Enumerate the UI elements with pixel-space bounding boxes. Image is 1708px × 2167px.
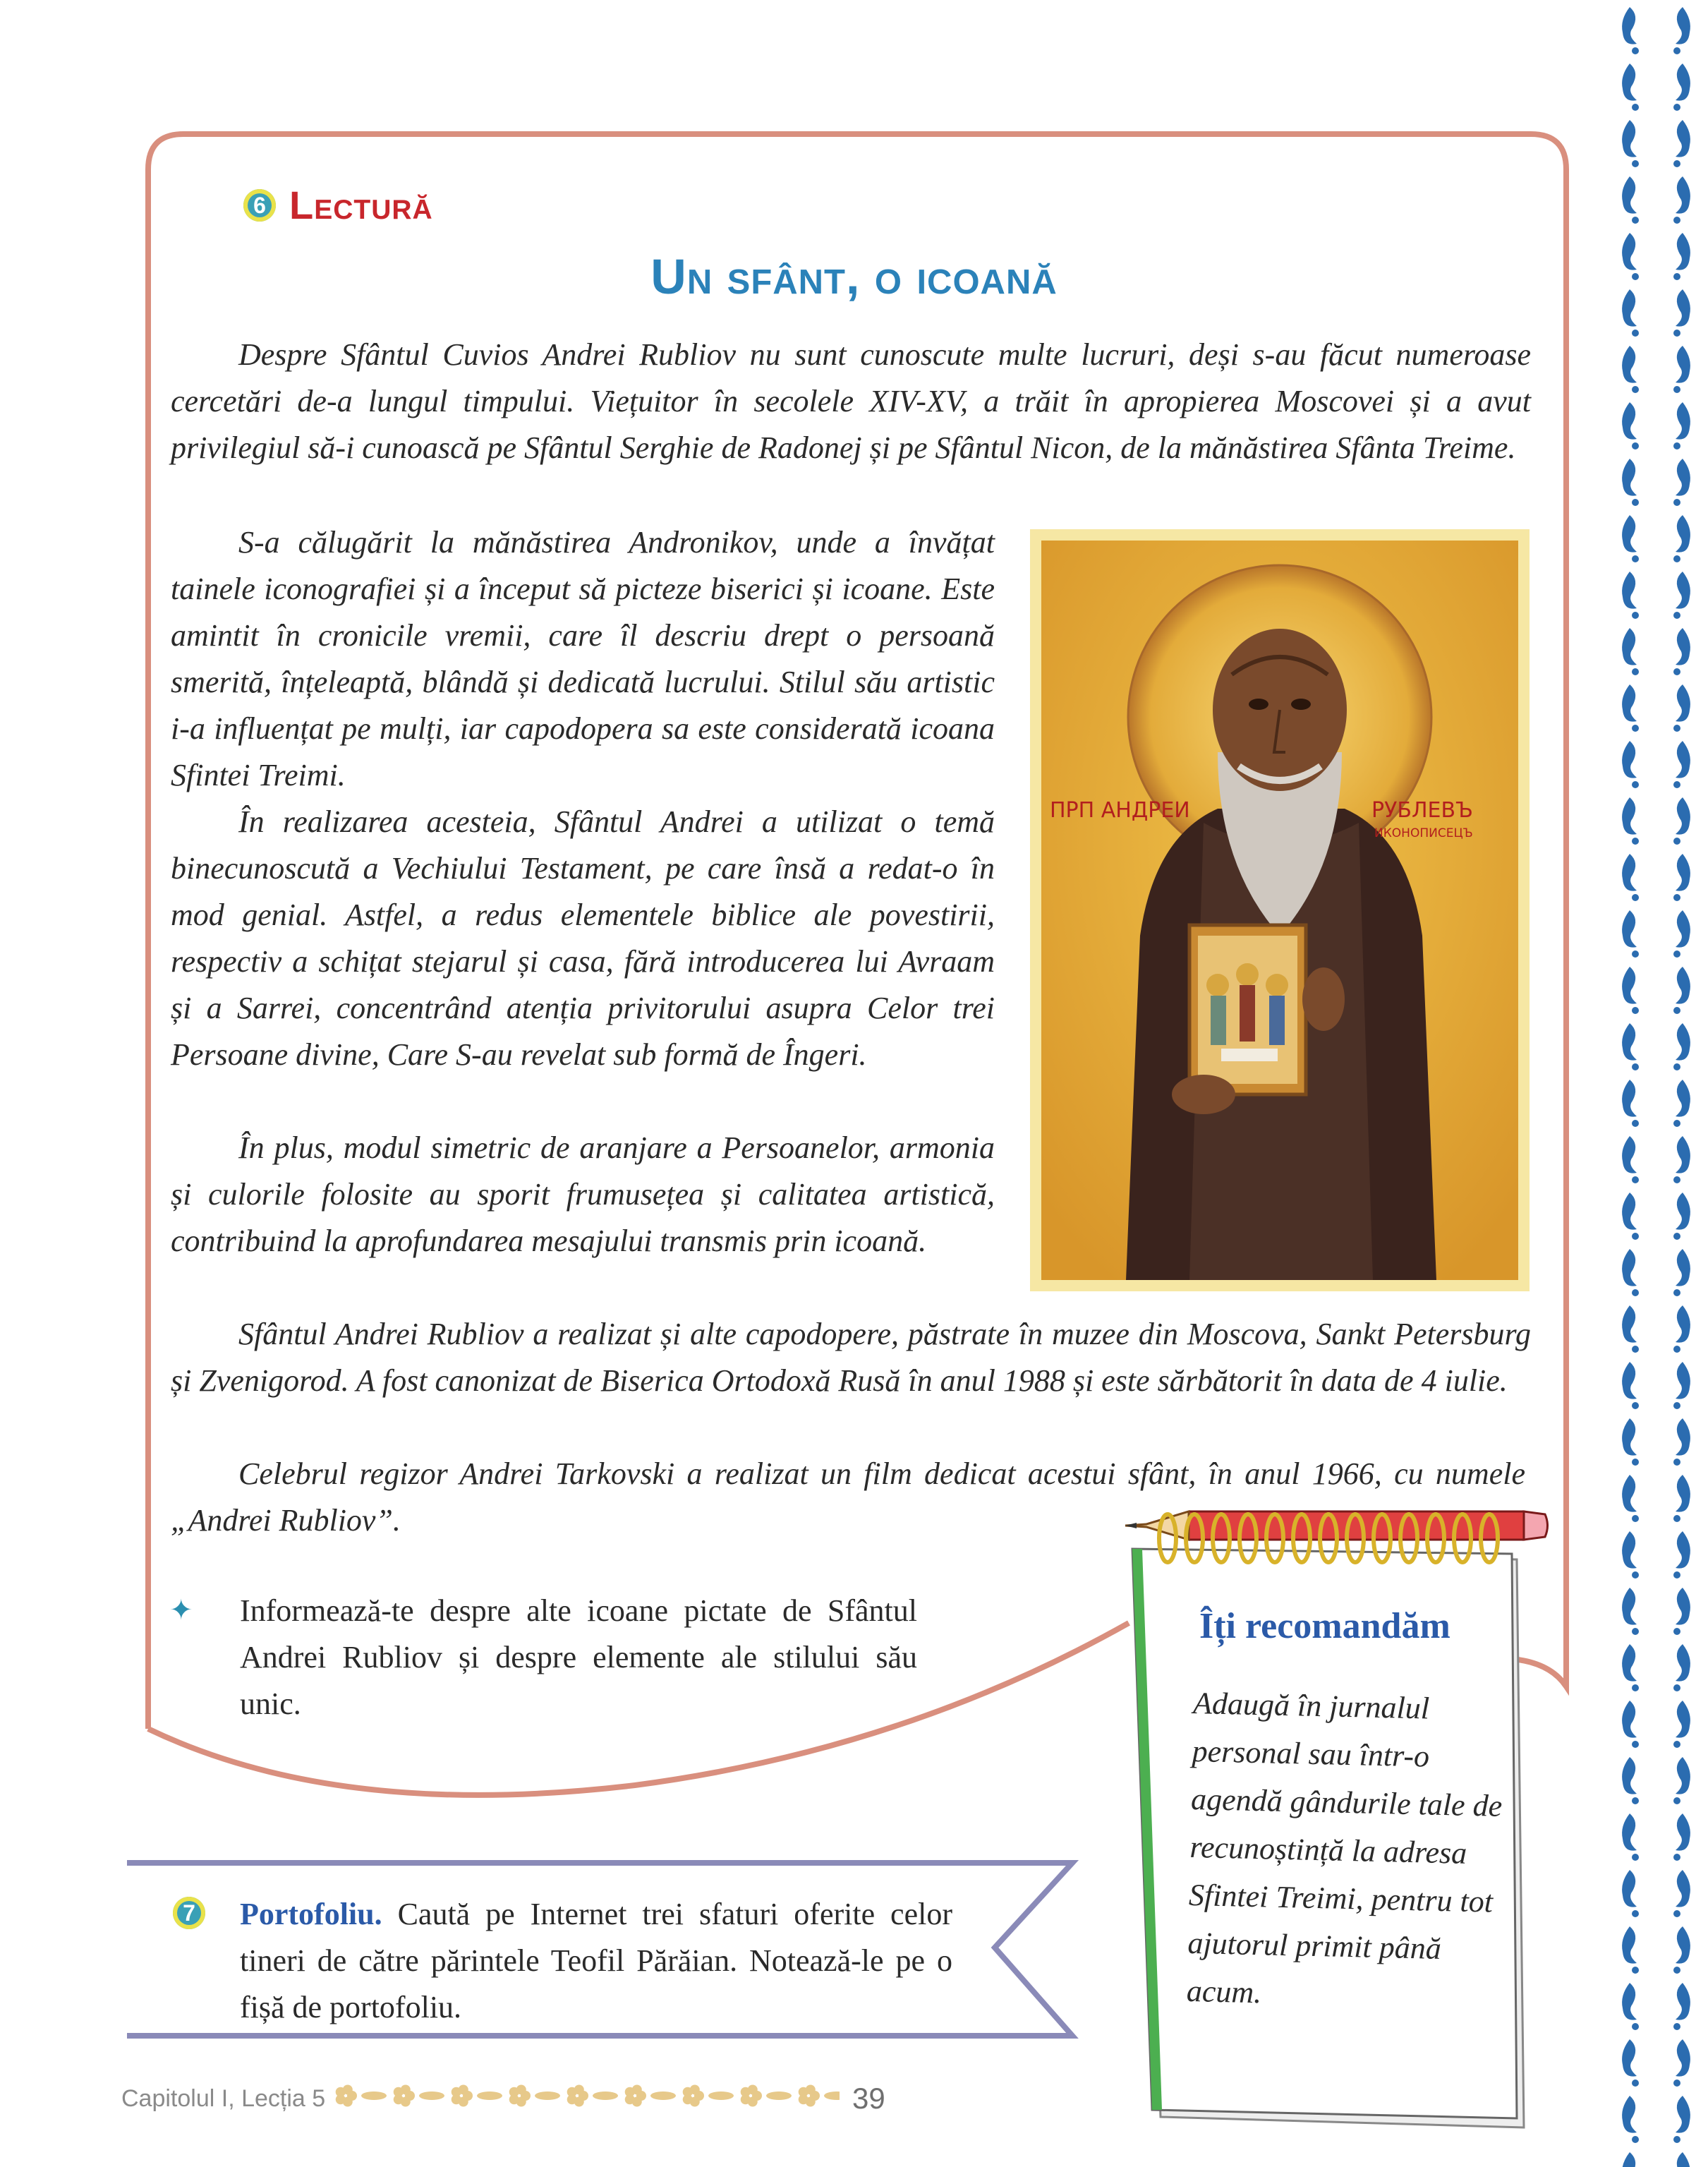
border-curl [1676,572,1690,609]
border-dot [1673,104,1680,111]
border-curl [1622,2152,1637,2167]
lesson-number-badge: 6 [243,189,276,222]
border-curl [1676,1757,1690,1794]
portfolio-body: Caută pe Internet trei sfaturi oferite celor tineri de către părintele Teofil Părăian. Notează-le pe o fișă de portofoliu. [240,1897,952,2024]
icon-inscription-right: РУБЛЕВЪ [1371,798,1474,823]
border-dot [1673,499,1680,506]
border-dot [1673,160,1680,167]
border-curl [1676,1588,1690,1625]
border-curl [1676,2096,1690,2133]
border-dot [1632,838,1639,845]
border-curl [1622,1249,1637,1286]
border-dot [1632,1515,1639,1522]
ornament-petal [690,2084,700,2094]
border-curl [1622,1193,1637,1230]
border-curl [1622,2096,1637,2133]
border-dot [1632,1628,1639,1635]
border-curl [1676,1701,1690,1738]
border-dot [1673,2023,1680,2030]
border-dot [1632,1571,1639,1579]
border-curl [1622,910,1637,948]
border-dot [1673,1854,1680,1861]
border-dot [1673,1233,1680,1240]
border-dot [1673,2080,1680,2087]
border-curl [1622,1701,1637,1738]
border-curl [1676,1193,1690,1230]
border-curl [1622,572,1637,609]
border-curl [1622,1644,1637,1682]
border-dot [1632,1854,1639,1861]
paragraph-4: În plus, modul simetric de aranjare a Persoanelor, armonia și culorile folosite au sporit frumusețea și calitatea artistică, contribuind la aprofundarea mesajului transmis prin icoană. [171,1130,995,1258]
border-curl [1676,1813,1690,1851]
border-curl [1676,1080,1690,1117]
border-curl [1622,1023,1637,1061]
paragraph-6: Celebrul regizor Andrei Tarkovski a realizat un film dedicat acestui sfânt, în anul 1966, cu numele „Andrei Rubliov”. [171,1456,1525,1538]
ornament-leaf [477,2091,502,2100]
border-curl [1676,1305,1690,1343]
border-curl [1676,459,1690,496]
border-dot [1673,330,1680,337]
border-dot [1632,950,1639,958]
border-dot [1673,1063,1680,1070]
border-curl [1622,1983,1637,2020]
border-dot [1673,950,1680,958]
border-dot [1673,1571,1680,1579]
section-label: Lectură [289,183,433,227]
border-curl [1676,346,1690,383]
border-dot [1632,1176,1639,1183]
border-curl [1676,1249,1690,1286]
ornament-petal [806,2084,816,2094]
border-dot [1673,1910,1680,1917]
border-curl [1622,346,1637,383]
ornament-leaf [766,2091,792,2100]
border-curl [1622,1080,1637,1117]
border-curl [1622,2039,1637,2077]
border-curl [1622,120,1637,157]
border-curl [1676,628,1690,665]
border-dot [1673,1176,1680,1183]
border-curl [1622,684,1637,722]
border-dot [1673,1459,1680,1466]
border-dot [1632,1741,1639,1748]
border-dot [1632,1120,1639,1127]
border-curl [1622,7,1637,44]
border-dot [1673,894,1680,901]
border-dot [1632,217,1639,224]
border-dot [1632,555,1639,562]
border-dot [1673,1741,1680,1748]
border-dot [1673,1402,1680,1409]
ornament-petal [748,2084,758,2094]
paragraph-1: Despre Sfântul Cuvios Andrei Rubliov nu sunt cunoscute multe lucruri, deși s-au făcut numeroase cercetări de-a lungul timpului. Viețuitor în secolele XIV-XV, a trăit în apropierea Moscovei și a avut privilegiul să-i cunoască pe Sfântul Serghie de Radonej și pe Sfântul Nicon, de la mănăstirea Sfânta Treime. [171,337,1531,465]
border-curl [1676,1531,1690,1569]
border-dot [1673,838,1680,845]
border-dot [1632,2080,1639,2087]
border-dot [1632,1007,1639,1014]
paragraph-3: În realizarea acesteia, Sfântul Andrei a utilizat o temă binecunoscută a Vechiului Testament, pe care însă a redat-o în mod genial. Astfel, a redus elementele biblice ale povestirii, respectiv a schițat stejarul și casa, fără introducerea lui Avraam și a Sarrei, concentrând atenția privitorului asupra Celor trei Persoane divine, Care S-au revelat sub formă de Îngeri. [171,804,995,1072]
border-curl [1622,1588,1637,1625]
border-curl [1676,1983,1690,2020]
border-dot [1632,330,1639,337]
border-curl [1676,1475,1690,1512]
border-dot [1632,1684,1639,1691]
border-dot [1632,1402,1639,1409]
border-curl [1622,1757,1637,1794]
border-dot [1673,781,1680,788]
border-dot [1632,1063,1639,1070]
ornament-petal [574,2084,584,2094]
border-curl [1622,967,1637,1004]
border-curl [1622,402,1637,440]
border-curl [1622,1926,1637,1964]
border-dot [1673,1967,1680,1974]
border-curl [1676,1362,1690,1399]
border-curl [1622,64,1637,101]
border-dot [1632,1910,1639,1917]
border-dot [1632,894,1639,901]
border-curl [1622,1418,1637,1456]
border-curl [1622,1475,1637,1512]
border-dot [1632,612,1639,619]
ornament-leaf [824,2091,840,2100]
border-curl [1676,1418,1690,1456]
border-curl [1622,1870,1637,1907]
footer-ornament [317,2078,840,2113]
page-number: 39 [852,2082,885,2115]
ornament-leaf [361,2091,387,2100]
border-dot [1673,217,1680,224]
border-dot [1673,1289,1680,1296]
ornament-leaf [708,2091,734,2100]
decorative-border-pattern [1601,0,1708,2167]
border-dot [1632,2023,1639,2030]
paragraph-2: S-a călugărit la mănăstirea Andronikov, unde a învățat tainele iconografiei și a început să picteze biserici și icoane. Este amintit în cronicile vremii, care îl descriu drept o persoană smerită, înțeleaptă, blândă și dedicată lucrului. Stilul său artistic i-a influențat pe mulți, iar capodopera sa este considerată icoana Sfintei Treimi. [171,525,995,792]
ornament-leaf [535,2091,560,2100]
page-title: Un sfânt, o icoană [650,249,1058,304]
border-dot [1632,781,1639,788]
border-dot [1632,2136,1639,2143]
border-curl [1622,1305,1637,1343]
border-curl [1622,854,1637,891]
border-dot [1632,1346,1639,1353]
note-title: Îți recomandăm [1199,1606,1450,1646]
ornament-leaf [650,2091,676,2100]
ornament-petal [459,2084,468,2094]
border-dot [1673,612,1680,619]
border-dot [1632,1289,1639,1296]
footer-chapter: Capitolul I, Lecția 5 [121,2085,326,2112]
ornament-petal [343,2084,353,2094]
note-text: Adaugă în jurnalul personal sau într-o agendă gândurile tale de recunoștință la adresa Sfintei Treimi, pentru tot ajutorul primit până acum. [1186,1685,1503,2010]
portfolio-number-badge: 7 [173,1897,205,1929]
border-curl [1676,2152,1690,2167]
border-dot [1632,1459,1639,1466]
portfolio-text [240,1891,952,2031]
paragraph-5: Sfântul Andrei Rubliov a realizat și alte capodopere, păstrate în muzee din Moscova, Sankt Petersburg și Zvenigorod. A fost canonizat de Biserica Ortodoxă Rusă în anul 1988 și este sărbătorit în data de 4 iulie. [171,1317,1531,1398]
border-dot [1632,499,1639,506]
border-curl [1676,1926,1690,1964]
icon-inscription-left: ПРП АНДРЕИ [1050,798,1190,823]
border-curl [1622,628,1637,665]
border-curl [1676,910,1690,948]
border-dot [1632,104,1639,111]
border-curl [1622,1362,1637,1399]
border-curl [1622,797,1637,835]
border-dot [1673,555,1680,562]
border-dot [1632,725,1639,732]
border-dot [1632,160,1639,167]
border-curl [1676,854,1690,891]
border-curl [1622,741,1637,778]
border-dot [1673,1684,1680,1691]
border-curl [1676,684,1690,722]
border-dot [1632,386,1639,393]
border-curl [1676,797,1690,835]
border-curl [1676,741,1690,778]
border-curl [1676,2039,1690,2077]
border-curl [1622,1136,1637,1173]
border-curl [1622,459,1637,496]
border-curl [1676,176,1690,214]
border-dot [1673,386,1680,393]
ornament-petal [401,2084,411,2094]
saint-icon-illustration [1041,541,1518,1280]
border-dot [1673,1797,1680,1804]
border-curl [1676,7,1690,44]
border-dot [1632,1797,1639,1804]
star-icon: ✦ [169,1594,193,1626]
portfolio-label: Portofoliu. [240,1897,382,1931]
border-dot [1673,2136,1680,2143]
icon-inscription-right-sub: ИКОНОПИСЕЦЪ [1374,826,1473,840]
ornament-petal [632,2084,642,2094]
ornament-leaf [419,2091,444,2100]
border-dot [1673,442,1680,449]
border-dot [1673,725,1680,732]
border-curl [1676,1023,1690,1061]
border-curl [1622,515,1637,553]
border-curl [1676,1136,1690,1173]
border-dot [1673,47,1680,54]
border-dot [1673,1346,1680,1353]
border-curl [1676,1870,1690,1907]
border-dot [1632,442,1639,449]
border-dot [1632,1967,1639,1974]
icon-image-frame [1030,529,1530,1291]
border-dot [1673,1120,1680,1127]
task-text: Informează-te despre alte icoane pictate de Sfântul Andrei Rubliov și despre elemente ale stilului său unic. [240,1593,917,1721]
border-curl [1622,1531,1637,1569]
border-dot [1632,1233,1639,1240]
ornament-petal [516,2084,526,2094]
border-curl [1676,64,1690,101]
border-dot [1673,668,1680,675]
border-dot [1632,668,1639,675]
border-dot [1673,1515,1680,1522]
border-curl [1676,402,1690,440]
border-curl [1676,515,1690,553]
border-curl [1676,1644,1690,1682]
border-dot [1673,1628,1680,1635]
border-curl [1676,120,1690,157]
border-curl [1622,1813,1637,1851]
border-dot [1673,1007,1680,1014]
border-dot [1632,47,1639,54]
ornament-leaf [593,2091,618,2100]
border-curl [1676,967,1690,1004]
border-curl [1622,176,1637,214]
